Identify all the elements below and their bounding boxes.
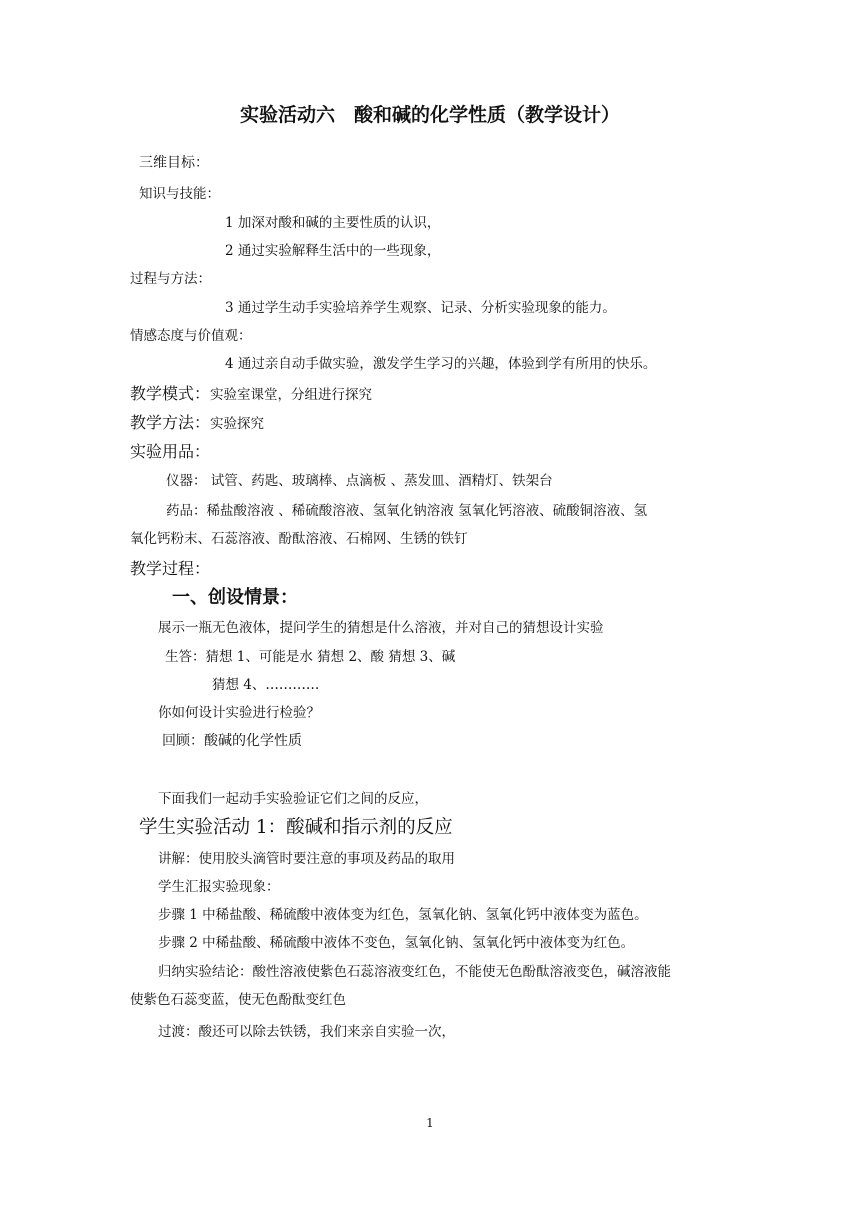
- step-1-line: 步骤 1 中稀盐酸、稀硫酸中液体变为红色，氢氧化钠、氢氧化钙中液体变为蓝色。: [158, 907, 648, 923]
- knowledge-heading: 知识与技能：: [139, 186, 220, 202]
- teaching-mode-label: 教学模式：: [130, 384, 211, 403]
- explain-line: 讲解：使用胶头滴管时要注意的事项及药品的取用: [158, 851, 455, 867]
- document-title: 实验活动六 酸和碱的化学性质（教学设计）: [239, 104, 620, 126]
- transition-2: 过渡：酸还可以除去铁锈，我们来亲自实验一次，: [158, 1024, 455, 1040]
- objectives-heading: 三维目标：: [139, 155, 209, 171]
- conclusion-line1: 归纳实验结论：酸性溶液使紫色石蕊溶液变红色，不能使无色酚酞溶液变色，碱溶液能: [158, 964, 671, 980]
- process-method-heading: 过程与方法：: [130, 271, 211, 287]
- page-number: 1: [426, 1116, 434, 1130]
- teaching-mode: [130, 384, 372, 403]
- teaching-method: [130, 413, 264, 432]
- objective-item-4: 4 通过亲自动手做实验，激发学生学习的兴趣，体验到学有所用的快乐。: [225, 356, 657, 372]
- design-question: 你如何设计实验进行检验？: [158, 705, 320, 721]
- section-1-heading: 一、创设情景：: [172, 587, 298, 608]
- step-2-line: 步骤 2 中稀盐酸、稀硫酸中液体不变色，氢氧化钠、氢氧化钙中液体变为红色。: [158, 935, 635, 951]
- objective-item-3: 3 通过学生动手实验培养学生观察、记录、分析实验现象的能力。: [225, 300, 616, 316]
- supplies-chemicals-line1: 药品：稀盐酸溶液 、稀硫酸溶液、氢氧化钠溶液 氢氧化钙溶液、硫酸铜溶液、氢: [166, 503, 648, 519]
- transition-1: 下面我们一起动手实验验证它们之间的反应，: [158, 791, 428, 807]
- supplies-chemicals-line2: 氧化钙粉末、石蕊溶液、酚酞溶液、石棉网、生锈的铁钉: [130, 531, 468, 547]
- teaching-process-label: 教学过程：: [130, 559, 211, 578]
- teaching-method-text: 实验探究: [210, 416, 265, 432]
- scenario-intro: 展示一瓶无色液体，提问学生的猜想是什么溶液，并对自己的猜想设计实验: [158, 620, 604, 636]
- attitude-heading: 情感态度与价值观：: [130, 328, 252, 344]
- supplies-label: 实验用品：: [130, 442, 211, 461]
- teaching-mode-text: 实验室课堂，分组进行探究: [210, 387, 373, 403]
- objective-item-1: 1 加深对酸和碱的主要性质的认识，: [225, 215, 441, 231]
- report-line: 学生汇报实验现象：: [158, 879, 280, 895]
- supplies-instruments: 仪器： 试管、药匙、玻璃棒、点滴板 、蒸发皿、酒精灯、铁架台: [166, 473, 553, 489]
- review-line: 回顾：酸碱的化学性质: [162, 733, 302, 749]
- conclusion-line2: 使紫色石蕊变蓝，使无色酚酞变红色: [130, 992, 346, 1008]
- student-answer-line1: 生答：猜想 1、可能是水 猜想 2、酸 猜想 3、碱: [165, 649, 456, 665]
- student-answer-line2: 猜想 4、…………: [212, 677, 320, 693]
- teaching-method-label: 教学方法：: [130, 413, 211, 432]
- objective-item-2: 2 通过实验解释生活中的一些现象，: [225, 243, 441, 259]
- activity-1-heading: 学生实验活动 1：酸碱和指示剂的反应: [139, 817, 453, 838]
